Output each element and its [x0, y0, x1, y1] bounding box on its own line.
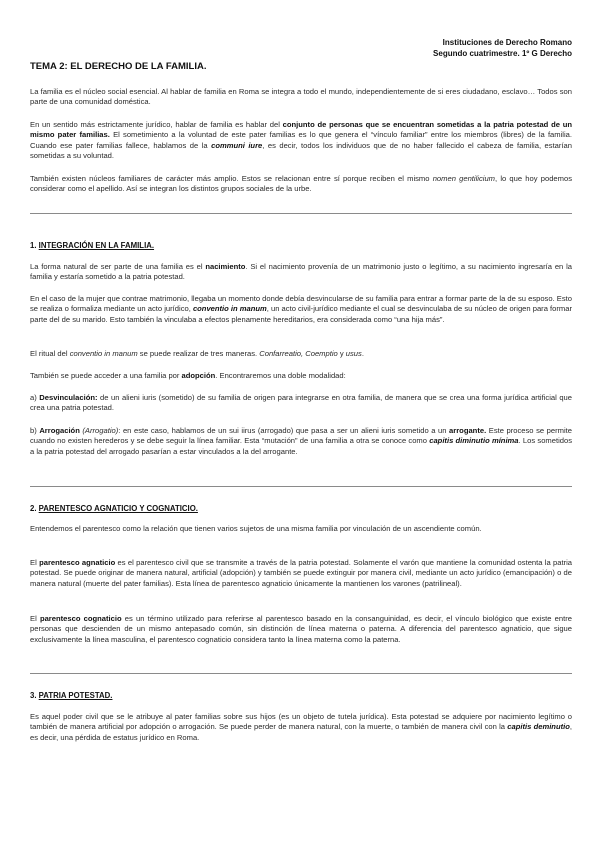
intro-paragraph-3: También existen núcleos familiares de carácter más amplio. Estos se relacionan entre sí porque reciben el mismo nomen gentilicium, lo que hoy podemos considerar como el apellido. Así se integran los distintos grupos sociales de la urbe.: [30, 174, 572, 194]
section-2-heading: 2. PARENTESCO AGNATICIO Y COGNATICIO.: [30, 504, 198, 513]
section-1-heading: 1. INTEGRACIÓN EN LA FAMILIA.: [30, 241, 155, 250]
intro-paragraph-2: En un sentido más estrictamente jurídico, hablar de familia es hablar del conjunto de personas que se encuentran sometidas a la patria potestad de un mismo pater familias. El sometimiento a la voluntad de este pater familias es lo que genera el “vínculo familiar” entre los miembros (libres) de la familia. Cuando ese pater familias fallece, hablamos de la communi iure, es decir, todos los individuos que de no haber fallecido el cabeza de familia, estarían sometidas a su voluntad.: [30, 120, 572, 161]
section-2-paragraph-2: El parentesco agnaticio es el parentesco civil que se transmite a través de la patria potestad. Solamente el varón que mantiene la comunidad ostenta la patria potestad. Se puede originar de manera natural, artificial (adopción) y también se puede extinguir por manera civil, mediante un acto jurídico (emancipación) o de manera natural (muerte del pater familias). Esta línea de parentesco agnaticio únicamente la mantienen los varones (patrilineal).: [30, 558, 572, 588]
section-3-heading: 3. PATRIA POTESTAD.: [30, 691, 113, 700]
course-name: Instituciones de Derecho Romano: [442, 38, 572, 47]
intro-paragraph-1: La familia es el núcleo social esencial. Al hablar de familia en Roma se integra a todo el mundo, independientemente de si eres ciudadano, esclavo… Todos son parte de una comunidad doméstica.: [30, 87, 572, 107]
section-1-paragraph-3: El ritual del conventio in manum se puede realizar de tres maneras. Confarreatio, Coemptio y usus.: [30, 349, 364, 358]
section-2-paragraph-3: El parentesco cognaticio es un término utilizado para referirse al parentesco basado en la consanguinidad, es decir, el vínculo biológico que existe entre personas que descienden de un mismo antepasado común, sin distinción de línea materna o paterna. A diferencia del parentesco agnaticio, que sigue exclusivamente la línea masculina, el parentesco cognaticio considera tanto la línea materna como la paterna.: [30, 614, 572, 644]
document-title: TEMA 2: EL DERECHO DE LA FAMILIA.: [30, 61, 207, 72]
section-1-paragraph-6: b) Arrogación (Arrogatio): en este caso, hablamos de un sui iirus (arrogado) que pasa a ser un alieni iuris sometido a un arrogante. Este proceso se permite cuando no existen herederos y se debe seguir la línea familiar. Esta “mutación” de una familia a otra se conoce como capitis diminutio mínima. Los sometidos a la patria potestad del arrogado pasarían a estar vinculados a la del arrogante.: [30, 426, 573, 456]
course-term: Segundo cuatrimestre. 1º G Derecho: [433, 49, 572, 58]
document-header: [433, 37, 572, 59]
section-3-paragraph-1: Es aquel poder civil que se le atribuye al pater familias sobre sus hijos (es un objeto de tutela jurídica). Esta potestad se adquiere por nacimiento legítimo o también de manera artificial por adopción o arrogación. Se puede perder de manera natural, con la muerte, o también de manera civil con la capitis deminutio, es decir, una pérdida de estatus jurídico en Roma.: [30, 712, 572, 742]
section-2-paragraph-1: Entendemos el parentesco como la relación que tienen varios sujetos de una misma familia por vinculación de un ascendiente común.: [30, 524, 482, 533]
section-divider: [30, 213, 572, 214]
section-divider: [30, 486, 572, 487]
section-1-paragraph-1: La forma natural de ser parte de una familia es el nacimiento. Si el nacimiento provenía de un matrimonio justo o legítimo, a su nacimiento ingresaría en la familia y estaría sometido a la patria potestad.: [30, 262, 572, 282]
section-1-paragraph-2: En el caso de la mujer que contrae matrimonio, llegaba un momento donde debía desvincularse de su familia para entrar a formar parte de la de su esposo. Esto se realiza o formaliza mediante un acto jurídico, conventio in manum, un acto civil-jurídico mediante el cual se desvinculaba de su núcleo de origen para formar parte del de su marido. Esto también la vinculaba a efectos plenamente hereditarios, era considerada como “una hija más”.: [30, 294, 572, 324]
section-divider: [30, 673, 572, 674]
section-1-paragraph-4: También se puede acceder a una familia por adopción. Encontraremos una doble modalidad:: [30, 371, 346, 380]
section-1-paragraph-5: a) Desvinculación: de un alieni iuris (sometido) de su familia de origen para integrarse en otra familia, de manera que se crea una forma jurídica artificial que crea una patria potestad.: [30, 393, 572, 413]
